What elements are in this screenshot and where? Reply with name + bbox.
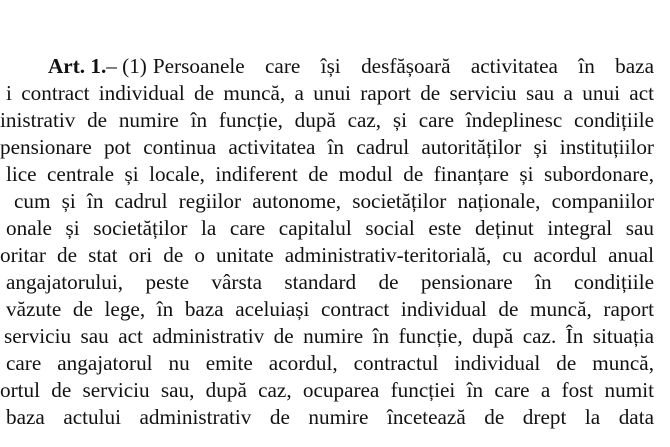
article-text-line-7: onale și societăților la care capitalul social este deținut integral sau (6, 216, 654, 240)
article-text-line-8: oritar de stat ori de o unitate administrativ-teritorială, cu acordul anual (0, 243, 654, 267)
article-text-line-3: inistrativ de numire în funcție, după caz, și care îndeplinesc condițiile (0, 108, 654, 132)
article-text-line-11: serviciu sau act administrativ de numire în funcție, după caz. În situația (4, 324, 654, 348)
article-number: Art. 1. (48, 54, 107, 78)
article-text-line-4: pensionare pot continua activitatea în cadrul autorităților și instituțiilor (0, 135, 654, 159)
article-text-line-12: care angajatorul nu emite acordul, contractul individual de muncă, (6, 351, 654, 375)
article-text-line-14: baza actului administrativ de numire încetează de drept la data (6, 405, 654, 429)
article-text-line-2: i contract individual de muncă, a unui raport de serviciu sau a unui act (6, 81, 654, 105)
article-text-line-10: văzute de lege, în baza aceluiași contract individual de muncă, raport (6, 297, 654, 321)
article-first-line (48, 53, 654, 79)
article-text-line-1: Persoanele care își desfășoară activitatea în baza (152, 54, 654, 78)
article-text-line-13: ortul de serviciu sau, după caz, ocuparea funcției în care a fost numit (0, 378, 654, 402)
article-text-line-9: angajatorului, peste vârsta standard de pensionare în condițiile (6, 270, 654, 294)
article-text-line-5: lice centrale și locale, indiferent de modul de finanțare și subordonare, (6, 162, 654, 186)
article-paragraph-marker: – (1) (106, 54, 147, 78)
article-text-line-6: cum și în cadrul regiilor autonome, societăților naționale, companiilor (14, 189, 654, 213)
